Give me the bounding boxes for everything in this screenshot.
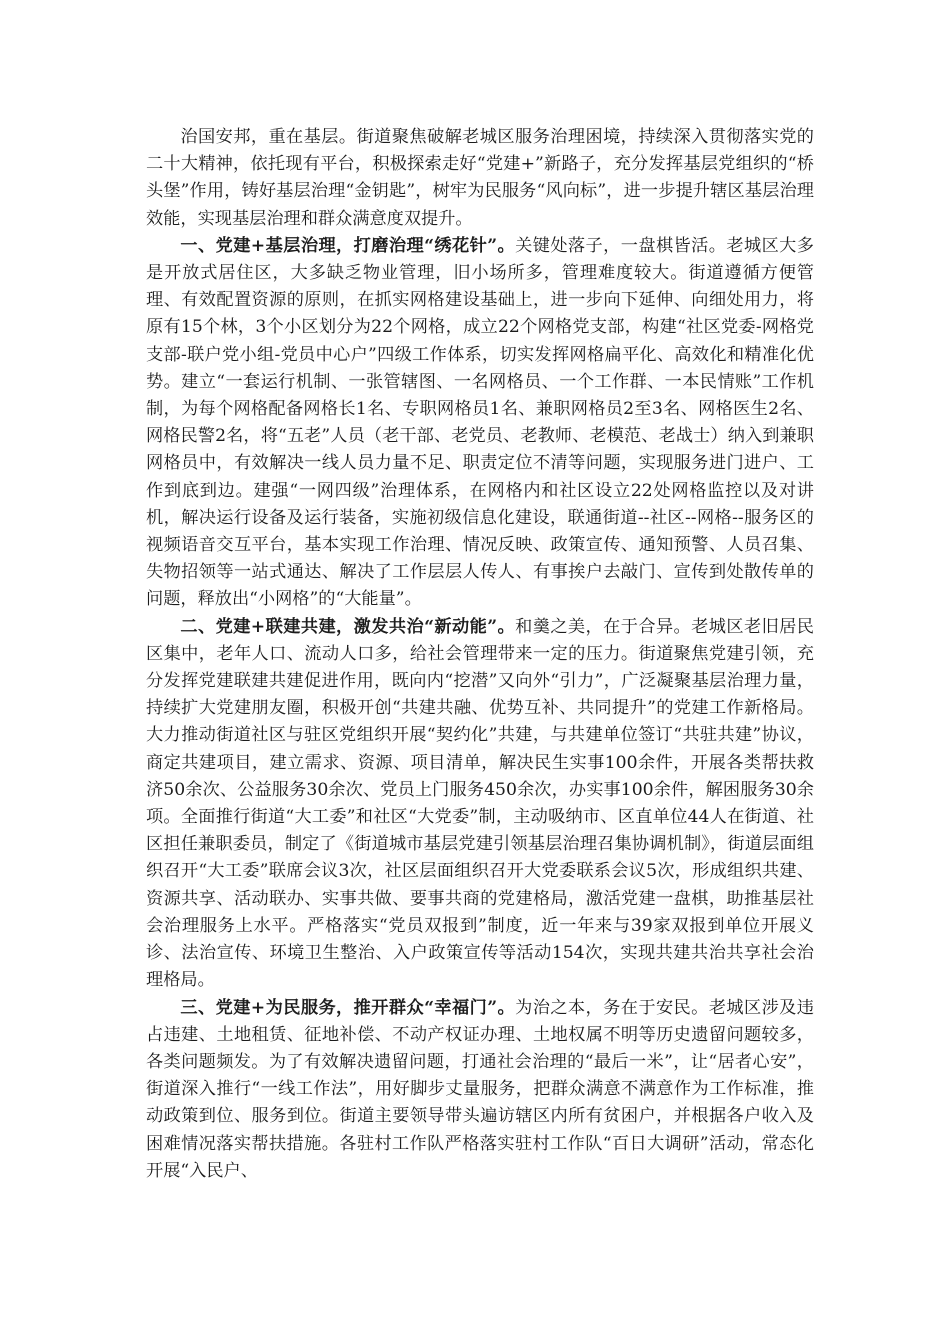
section-3-heading: 三、党建+为民服务，推开群众“幸福门”。 — [180, 997, 516, 1018]
section-1-body: 关键处落子，一盘棋皆活。老城区大多是开放式居住区，大多缺乏物业管理，旧小场所多，管理难度较大。街道遵循方便管理、有效配置资源的原则，在抓实网格建设基础上，进一步向下延伸、向细处用力，将原有15个林，3个小区划分为22个网格，成立22个网格党支部，构建“社区党委-网格党支部-联户党小组-党员中心户”四级工作体系，切实发挥网格扁平化、高效化和精准化优势。建立“一套运行机制、一张管辖图、一名网格员、一个工作群、一本民情账”工作机制，为每个网格配备网格长1名、专职网格员1名、兼职网格员2至3名、网格医生2名、网格民警2名，将“五老”人员（老干部、老党员、老教师、老模范、老战士）纳入到兼职网格员中，有效解决一线人员力量不足、职责定位不清等问题，实现服务进门进户、工作到底到边。建强“一网四级”治理体系，在网格内和社区设立22处网格监控以及对讲机，解决运行设备及运行装备，实施初级信息化建设，联通街道--社区--网格--服务区的视频语音交互平台，基本实现工作治理、情况反映、政策宣传、通知预警、人员召集、失物招领等一站式通达、解决了工作层层人传人、有事挨户去敲门、宣传到处散传单的问题，释放出“小网格”的“大能量”。 — [146, 235, 814, 610]
section-3-body: 为治之本，务在于安民。老城区涉及违占违建、土地租赁、征地补偿、不动产权证办理、土地权属不明等历史遗留问题较多，各类问题频发。为了有效解决遗留问题，打通社会治理的“最后一米”，让“居者心安”，街道深入推行“一线工作法”，用好脚步丈量服务，把群众满意不满意作为工作标准，推动政策到位、服务到位。街道主要领导带头遍访辖区内所有贫困户，并根据各户收入及困难情况落实帮扶措施。各驻村工作队严格落实驻村工作队“百日大调研”活动，常态化开展“入民户、 — [146, 997, 814, 1181]
intro-paragraph — [146, 124, 814, 233]
section-2-paragraph — [146, 614, 814, 995]
section-2-heading: 二、党建+联建共建，激发共治“新动能”。 — [180, 616, 516, 637]
document-body — [146, 124, 814, 1185]
intro-text: 治国安邦，重在基层。街道聚焦破解老城区服务治理困境，持续深入贯彻落实党的二十大精神，依托现有平台，积极探索走好“党建+”新路子，充分发挥基层党组织的“桥头堡”作用，铸好基层治理“金钥匙”，树牢为民服务“风向标”，进一步提升辖区基层治理效能，实现基层治理和群众满意度双提升。 — [146, 127, 814, 229]
section-1-heading: 一、党建+基层治理，打磨治理“绣花针”。 — [180, 235, 516, 256]
section-3-paragraph — [146, 995, 814, 1185]
section-2-body: 和羹之美，在于合异。老城区老旧居民区集中，老年人口、流动人口多，给社会管理带来一定的压力。街道聚焦党建引领，充分发挥党建联建共建促进作用，既向内“挖潜”又向外“引力”，广泛凝聚基层治理力量，持续扩大党建朋友圈，积极开创“共建共融、优势互补、共同提升”的党建工作新格局。大力推动街道社区与驻区党组织开展“契约化”共建，与共建单位签订“共驻共建”协议，商定共建项目，建立需求、资源、项目清单，解决民生实事100余件，开展各类帮扶救济50余次、公益服务30余次、党员上门服务450余次，办实事100余件，解困服务30余项。全面推行街道“大工委”和社区“大党委”制，主动吸纳市、区直单位44人在街道、社区担任兼职委员，制定了《街道城市基层党建引领基层治理召集协调机制》，街道层面组织召开“大工委”联席会议3次，社区层面组织召开大党委联系会议5次，形成组织共建、资源共享、活动联办、实事共做、要事共商的党建格局，激活党建一盘棋，助推基层社会治理服务上水平。严格落实“党员双报到”制度，近一年来与39家双报到单位开展义诊、法治宣传、环境卫生整治、入户政策宣传等活动154次，实现共建共治共享社会治理格局。 — [146, 616, 814, 991]
section-1-paragraph — [146, 233, 814, 614]
